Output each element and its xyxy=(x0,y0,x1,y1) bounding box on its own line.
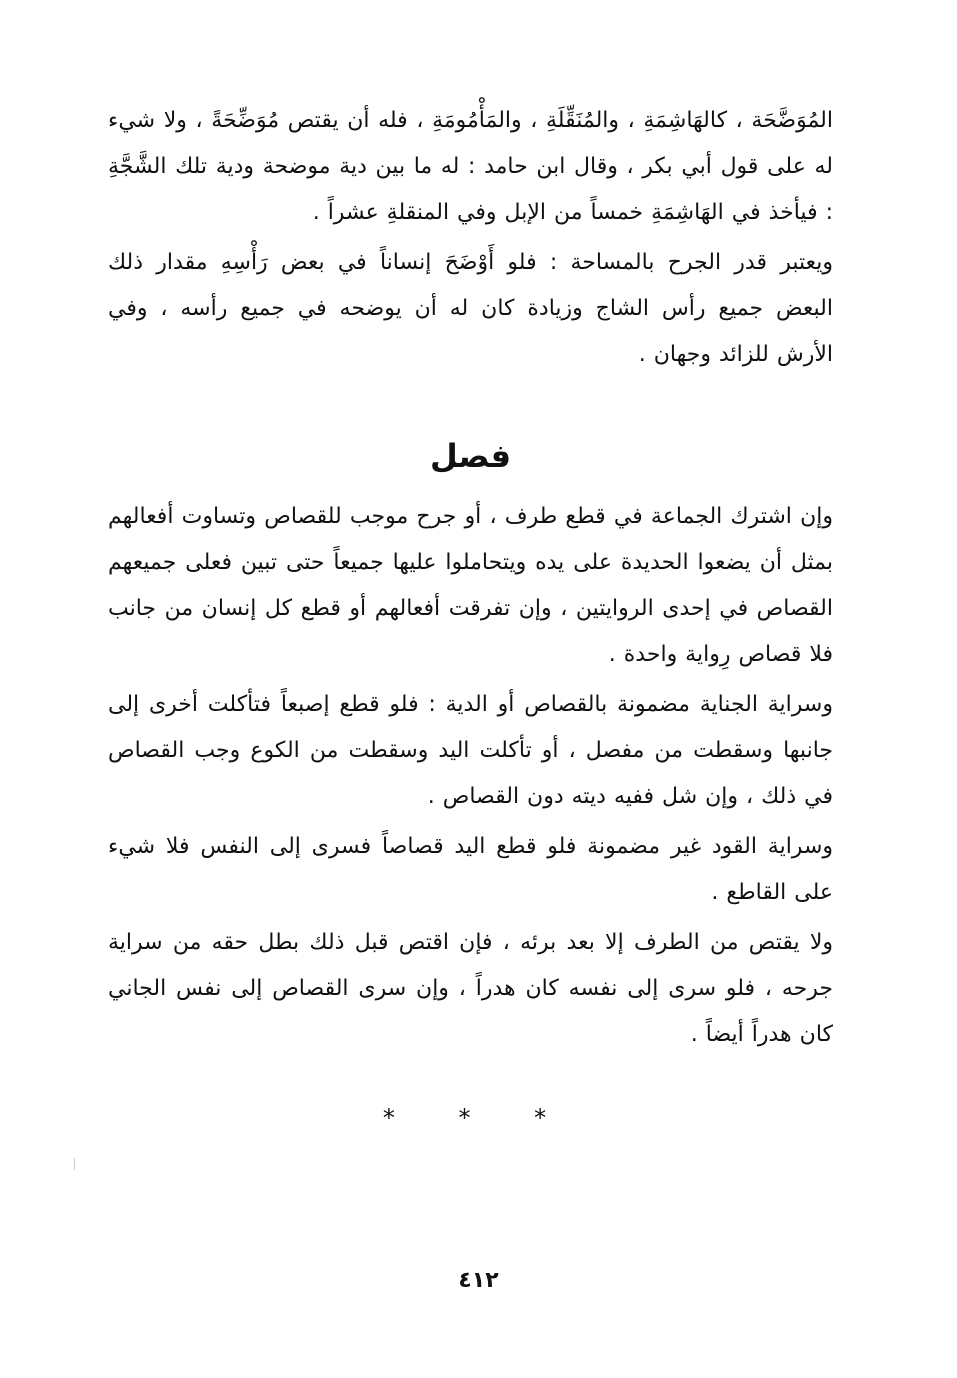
paragraph: المُوَضَّحَة ، كالهَاشِمَةِ ، والمُنَقِّلَةِ ، والمَأْمُومَةِ ، فله أن يقتص مُوَضِّحَةً ، ولا شيء له على قول أبي بكر ، وقال ابن حامد : له ما بين دية موضحة ودية تلك الشَّجَّةِ : فيأخذ في الهَاشِمَةِ خمساً من الإبل وفي المنقلةِ عشراً . xyxy=(108,108,833,225)
margin-mark xyxy=(74,1158,75,1170)
paragraph: وسراية القود غير مضمونة فلو قطع اليد قصاصاً فسرى إلى النفس فلا شيء على القاطع . xyxy=(108,834,833,905)
section-heading: فصل xyxy=(429,437,512,475)
paragraph: وسراية الجناية مضمونة بالقصاص أو الدية : فلو قطع إصبعاً فتأكلت أخرى إلى جانبها وسقطت من مفصل ، أو تأكلت اليد وسقطت من الكوع وجب القصاص في ذلك ، وإن شل ففيه ديته دون القصاص . xyxy=(108,692,833,809)
paragraph: ولا يقتص من الطرف إلا بعد برئه ، فإن اقتص قبل ذلك بطل حقه من سراية جرحه ، فلو سرى إلى نفسه كان هدراً ، وإن سرى القصاص إلى نفس الجاني كان هدراً أيضاً . xyxy=(108,930,833,1047)
page-content xyxy=(108,98,833,1058)
paragraph: ويعتبر قدر الجرح بالمساحة : فلو أَوْضَحَ إنساناً في بعض رَأْسِهِ مقدار ذلك البعض جميع رأس الشاج وزيادة كان له أن يوضحه في جميع رأسه ، وفي الأرش للزائد وجهان . xyxy=(108,250,833,367)
page-number: ٤١٢ xyxy=(458,1268,499,1293)
paragraph: وإن اشترك الجماعة في قطع طرف ، أو جرح موجب للقصاص وتساوت أفعالهم بمثل أن يضعوا الحديدة على يده ويتحاملوا عليها جميعاً حتى تبين فعلى جميعهم القصاص في إحدى الروايتين ، وإن تفرقت أفعالهم أو قطع كل إنسان من جانب فلا قصاص رِواية واحدة . xyxy=(108,504,833,667)
section-separator: * * * xyxy=(382,1104,575,1132)
